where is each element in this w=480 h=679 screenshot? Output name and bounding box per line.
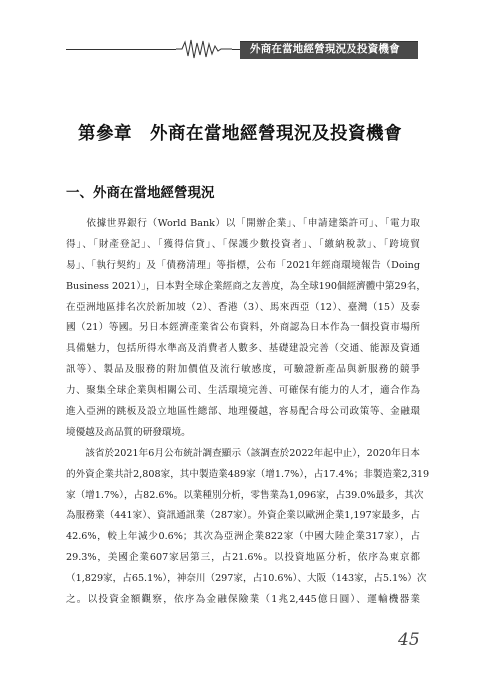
text-line: 國（21）等國。另日本經濟產業省公布資料，外商認為日本作為一個投資市場所 [66,322,420,334]
text-line: 具備魅力，包括所得水準高及消費者人數多、基礎建設完善（交通、能源及資通 [66,343,420,355]
text-line: 之。以投資金額觀察，依序為金融保險業（1兆2,445億日圓）、運輸機器業 [66,594,420,606]
text-line: 得」、「財產登記」、「獲得信貸」、「保護少數投資者」、「繳納稅款」、「跨境貿 [66,238,420,250]
text-line: 42.6%，較上年減少0.6%；其次為亞洲企業822家（中國大陸企業317家），占 [66,531,420,543]
running-title: 外商在當地經營現況及投資機會 [250,43,400,55]
page-number: 45 [398,630,420,650]
header-rule-left [66,49,176,50]
text-line: 依據世界銀行（World Bank）以「開辦企業」、「申請建築許可」、「電力取 [66,218,420,229]
heartbeat-wave-icon [176,38,232,60]
chapter-title: 第參章 外商在當地經營現況及投資機會 [78,124,402,144]
text-line: 家（增1.7%），占82.6%。以業種別分析，零售業為1,096家，占39.0%最多，其次 [66,489,424,501]
text-line: 進入亞洲的跳板及設立地區性總部、地理優越，容易配合母公司政策等、金融環 [66,406,420,418]
text-line: 29.3%，美國企業607家居第三，占21.6%。以投資地區分析，依序為東京都 [66,552,420,564]
text-line: 易」、「執行契約」及「債務清理」等指標，公布「2021年經商環境報告（Doing [66,259,420,271]
text-line: 訊等）、製品及服務的附加價值及流行敏感度，可驗證新產品與新服務的競爭 [66,364,420,376]
paragraph-1 [66,214,426,444]
text-line: （1,829家，占65.1%），神奈川（297家，占10.6%）、大阪（143家，占5.1%）次 [66,573,427,585]
text-line: 在亞洲地區排名次於新加坡（2）、香港（3）、馬來西亞（12）、臺灣（15）及泰 [66,301,420,313]
running-header [66,38,418,60]
header-rule-right [232,49,240,50]
section-title: 一、外商在當地經營現況 [66,185,215,201]
text-line: 境優越及高品質的研發環境。 [66,426,191,438]
text-line: 力、聚集全球企業與相關公司、生活環境完善、可確保有能力的人才，適合作為 [66,385,420,397]
body-text [66,214,430,611]
text-line: 該省於2021年6月公布統計調查顯示（該調查於2022年起中止），2020年日本 [66,447,420,459]
text-line: Business 2021）」，日本對全球企業經商之友善度，為全球190個經濟體中第29名， [66,280,426,292]
paragraph-2 [66,444,430,611]
text-line: 為服務業（441家）、資訊通訊業（287家）。外資企業以歐洲企業1,197家最多，占 [66,510,420,522]
text-line: 的外資企業共計2,808家，其中製造業489家（增1.7%），占17.4%；非製造業2,319 [66,468,430,480]
